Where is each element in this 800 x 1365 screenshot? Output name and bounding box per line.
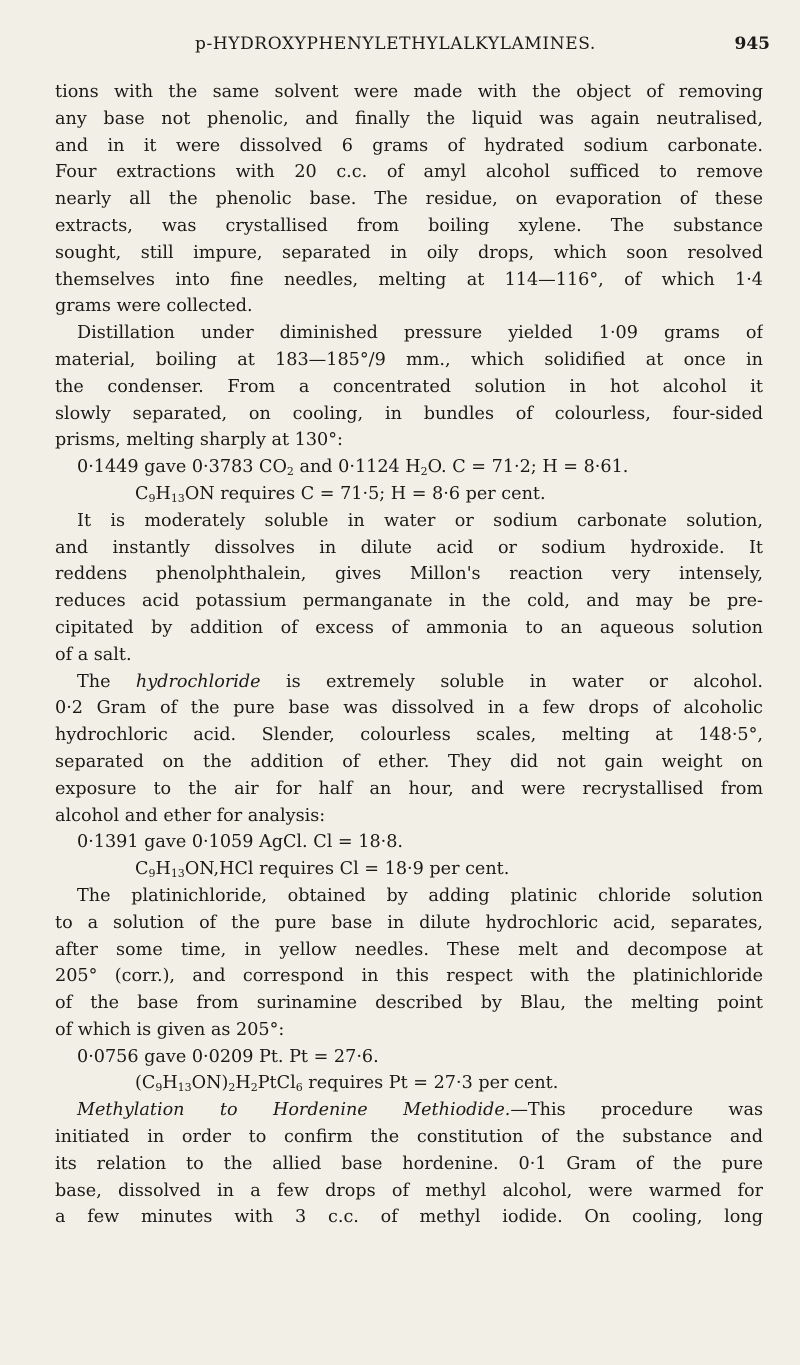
text-line: and in it were dissolved 6 grams of hydrated sodium carbonate.	[55, 135, 763, 156]
analysis-line: 0·1391 gave 0·1059 AgCl. Cl = 18·8.	[77, 832, 404, 853]
text-line: its relation to the allied base hordenine. 0·1 Gram of the pure	[55, 1153, 763, 1174]
text-line: slowly separated, on cooling, in bundles of colourless, four-sided	[55, 403, 763, 424]
text-line: 205° (corr.), and correspond in this respect with the platinichloride	[55, 966, 763, 987]
analysis-line: 0·1449 gave 0·3783 $CO_2$ and 0·1124 $H_2O$. C = 71·2; H = 8·61.	[77, 457, 629, 479]
text-line: of a salt.	[55, 644, 132, 665]
text-line: of the base from surinamine described by Blau, the melting point	[55, 993, 763, 1014]
text-line: Four extractions with 20 c.c. of amyl alcohol sufficed to remove	[55, 162, 763, 183]
text-line: base, dissolved in a few drops of methyl alcohol, were warmed for	[55, 1180, 763, 1201]
text-line: alcohol and ether for analysis:	[55, 805, 326, 826]
text-line: hydrochloric acid. Slender, colourless scales, melting at 148·5°,	[55, 725, 763, 746]
text-line: exposure to the air for half an hour, and were recrystallised from	[55, 778, 763, 799]
text-line: grams were collected.	[55, 296, 253, 317]
analysis-line: 0·0756 gave 0·0209 Pt. Pt = 27·6.	[77, 1046, 379, 1067]
section-heading-line: Methylation to Hordenine Methiodide.—This procedure was	[77, 1100, 763, 1121]
text-line: The hydrochloride is extremely soluble in water or alcohol.	[77, 671, 763, 692]
text-line: themselves into fine needles, melting at 114—116°, of which 1·4	[55, 269, 763, 290]
body-text	[55, 79, 763, 1231]
text-line: initiated in order to confirm the constitution of the substance and	[55, 1127, 763, 1148]
running-header	[0, 34, 800, 64]
text-line: the condenser. From a concentrated solution in hot alcohol it	[55, 376, 763, 397]
text-line: 0·2 Gram of the pure base was dissolved in a few drops of alcoholic	[55, 698, 763, 719]
formula-line: $C_9H_{13}ON$ requires C = 71·5; H = 8·6 per cent.	[135, 483, 546, 505]
text-line: reduces acid potassium permanganate in the cold, and may be pre-	[55, 591, 763, 612]
text-line: extracts, was crystallised from boiling xylene. The substance	[55, 215, 763, 236]
page-number: 945	[734, 34, 770, 54]
text-line: to a solution of the pure base in dilute hydrochloric acid, separates,	[55, 912, 763, 933]
text-line: Distillation under diminished pressure yielded 1·09 grams of	[77, 323, 763, 344]
text-line: It is moderately soluble in water or sodium carbonate solution,	[77, 510, 763, 531]
text-line: separated on the addition of ether. They did not gain weight on	[55, 751, 763, 772]
text-line: of which is given as 205°:	[55, 1019, 285, 1040]
formula-line: $(C_9H_{13}ON)_2H_2PtCl_6$ requires Pt = 27·3 per cent.	[135, 1073, 559, 1095]
text-line: and instantly dissolves in dilute acid or sodium hydroxide. It	[55, 537, 763, 558]
text-line: cipitated by addition of excess of ammonia to an aqueous solution	[55, 617, 763, 638]
text-line: The platinichloride, obtained by adding platinic chloride solution	[77, 885, 763, 906]
formula-line: $C_9H_{13}ON,HCl$ requires Cl = 18·9 per cent.	[135, 859, 510, 881]
text-line: prisms, melting sharply at 130°:	[55, 430, 343, 451]
text-line: material, boiling at 183—185°/9 mm., which solidified at once in	[55, 349, 763, 370]
text-line: sought, still impure, separated in oily drops, which soon resolved	[55, 242, 763, 263]
text-line: a few minutes with 3 c.c. of methyl iodide. On cooling, long	[55, 1207, 763, 1228]
running-title: p-HYDROXYPHENYLETHYLALKYLAMINES.	[195, 34, 596, 54]
text-line: tions with the same solvent were made with the object of removing	[55, 82, 763, 102]
text-line: any base not phenolic, and finally the liquid was again neutralised,	[55, 108, 763, 129]
text-line: nearly all the phenolic base. The residue, on evaporation of these	[55, 189, 763, 210]
text-line: after some time, in yellow needles. These melt and decompose at	[55, 939, 763, 960]
text-line: reddens phenolphthalein, gives Millon's reaction very intensely,	[55, 564, 763, 585]
